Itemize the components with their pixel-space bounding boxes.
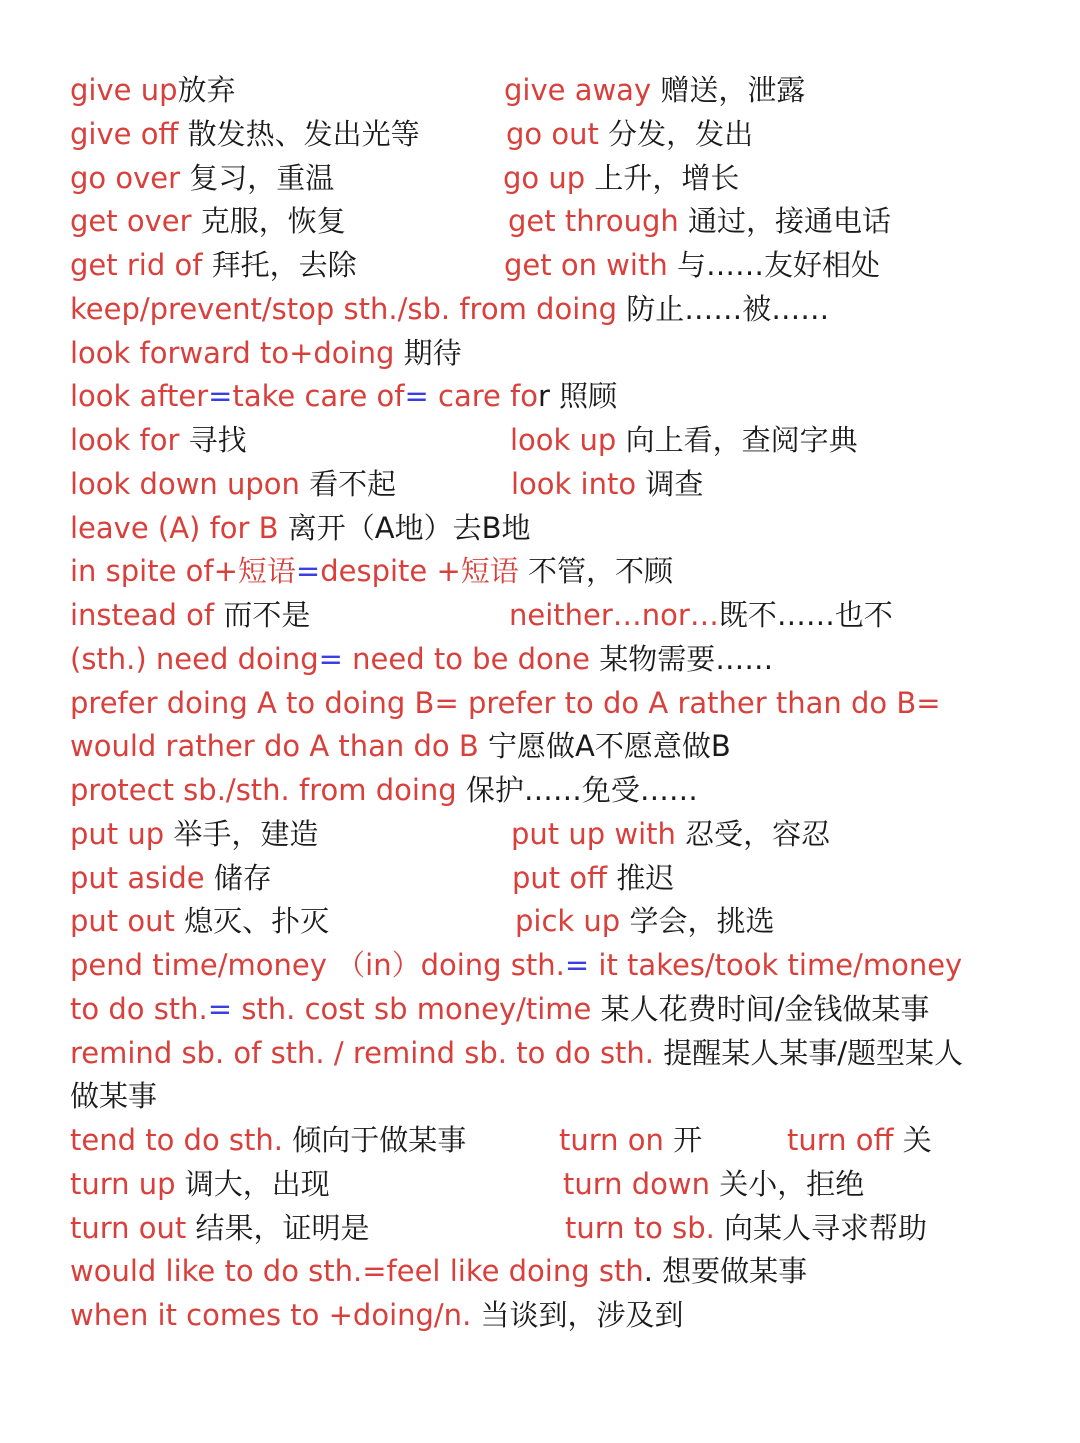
phrase-meaning: 做某事	[70, 1079, 158, 1113]
phrase-text: pend time/money （in）doing sth.	[70, 948, 565, 982]
phrase-text: go over	[70, 161, 190, 195]
phrase-meaning: 倾向于做某事	[292, 1123, 467, 1157]
phrase-text: would rather do A than do B	[70, 729, 488, 763]
phrase-col2	[511, 812, 830, 856]
equals-sign: =	[207, 992, 242, 1026]
phrase-line	[70, 549, 673, 593]
phrase-col2	[511, 462, 703, 506]
phrase-text: protect sb./sth. from doing	[70, 773, 466, 807]
phrase-line	[70, 199, 346, 243]
phrase-meaning: 储存	[213, 861, 272, 895]
phrase-text: pick up	[515, 904, 630, 938]
phrase-text: look down upon	[70, 467, 310, 501]
phrase-line	[70, 243, 357, 287]
phrase-text: instead of	[70, 598, 224, 632]
phrase-text: get rid of	[70, 248, 212, 282]
phrase-text: it takes/took time/money	[598, 948, 963, 982]
phrase-text: sth. cost sb money/time	[241, 992, 601, 1026]
phrase-meaning: 防止……被……	[626, 292, 830, 326]
phrase-text: turn to sb.	[565, 1211, 725, 1245]
phrase-text: go out	[506, 117, 609, 151]
phrase-line	[70, 1206, 370, 1250]
phrase-text: put up	[70, 817, 174, 851]
phrase-text: give off	[70, 117, 188, 151]
phrase-text: give up	[70, 73, 178, 107]
phrase-meaning: 复习，重温	[189, 161, 335, 195]
phrase-line	[70, 1249, 807, 1293]
phrase-meaning: . 想要做某事	[643, 1254, 808, 1288]
phrase-meaning: 赠送，泄露	[660, 73, 806, 107]
phrase-line	[70, 812, 318, 856]
phrase-col2	[508, 199, 891, 243]
phrase-text: look after	[70, 379, 209, 413]
phrase-text: look for	[70, 423, 189, 457]
phrase-meaning: 分发，发出	[608, 117, 754, 151]
phrase-line	[70, 287, 829, 331]
phrase-text: turn up	[70, 1167, 185, 1201]
phrase-col2	[503, 156, 739, 200]
phrase-text: leave (A) for B	[70, 511, 288, 545]
phrase-meaning: 拜托，去除	[211, 248, 357, 282]
phrase-text: neither…nor…	[509, 598, 719, 632]
phrase-line	[70, 1074, 157, 1118]
phrase-line	[70, 68, 236, 112]
phrase-meaning: 向某人寻求帮助	[724, 1211, 928, 1245]
phrase-meaning: 熄灭、扑灭	[184, 904, 330, 938]
phrase-meaning: 忍受，容忍	[685, 817, 831, 851]
phrase-text: give away	[504, 73, 661, 107]
phrase-line	[70, 506, 531, 550]
phrase-meaning: 放弃	[177, 73, 236, 107]
phrase-text: put out	[70, 904, 185, 938]
phrase-text: get over	[70, 204, 201, 238]
phrase-line	[70, 1293, 684, 1337]
phrase-text: turn down	[563, 1167, 720, 1201]
phrase-line	[70, 112, 420, 156]
phrase-meaning: 不管，不顾	[528, 554, 674, 588]
phrase-text: get on with	[504, 248, 677, 282]
phrase-meaning: 与……友好相处	[676, 248, 880, 282]
phrase-meaning: 通过，接通电话	[688, 204, 892, 238]
phrase-text: go up	[503, 161, 595, 195]
equals-sign: =	[208, 379, 233, 413]
phrase-text: remind sb. of sth. / remind sb. to do sth.	[70, 1036, 664, 1070]
phrase-col3	[787, 1118, 932, 1162]
phrase-meaning: 某物需要……	[599, 642, 774, 676]
phrase-meaning: r 照顾	[538, 379, 618, 413]
phrase-text: care fo	[438, 379, 539, 413]
phrase-line	[70, 899, 329, 943]
phrase-text: despite +短语	[320, 554, 529, 588]
phrase-text: in spite of+短语	[70, 554, 296, 588]
phrase-meaning: 学会，挑选	[629, 904, 775, 938]
phrase-line	[70, 593, 310, 637]
phrase-line	[70, 1031, 963, 1075]
equals-sign: =	[564, 948, 599, 982]
phrase-col2	[515, 899, 774, 943]
phrase-meaning: 关小，拒绝	[719, 1167, 865, 1201]
phrase-text: put aside	[70, 861, 214, 895]
phrase-col2	[565, 1206, 927, 1250]
phrase-line	[70, 724, 731, 768]
phrase-meaning: 某人花费时间/金钱做某事	[600, 992, 930, 1026]
phrase-col2	[510, 418, 858, 462]
phrase-line	[70, 768, 698, 812]
equals-sign: =	[404, 379, 438, 413]
phrase-meaning: 关	[902, 1123, 932, 1157]
phrase-meaning: 向上看，查阅字典	[625, 423, 858, 457]
phrase-col2	[509, 593, 893, 637]
phrase-line	[70, 374, 617, 418]
phrase-line	[70, 943, 962, 987]
phrase-text: when it comes to +doing/n.	[70, 1298, 481, 1332]
phrase-col2	[512, 856, 674, 900]
phrase-text: turn out	[70, 1211, 196, 1245]
phrase-line	[70, 1162, 330, 1206]
phrase-col2	[504, 243, 880, 287]
phrase-meaning: 宁愿做A不愿意做B	[487, 729, 731, 763]
phrase-text: tend to do sth.	[70, 1123, 293, 1157]
phrase-line	[70, 156, 334, 200]
phrase-meaning: 看不起	[309, 467, 397, 501]
phrase-text: take care of	[232, 379, 405, 413]
phrase-text: put up with	[511, 817, 686, 851]
phrase-text: (sth.) need doing	[70, 642, 319, 676]
phrase-text: get through	[508, 204, 689, 238]
phrase-meaning: 上升，增长	[594, 161, 740, 195]
phrase-line	[70, 681, 941, 725]
phrase-text: keep/prevent/stop sth./sb. from doing	[70, 292, 627, 326]
phrase-meaning: 期待	[403, 336, 462, 370]
phrase-text: prefer doing A to doing B= prefer to do A rather than do B=	[70, 686, 941, 720]
phrase-text: look into	[511, 467, 646, 501]
equals-sign: =	[318, 642, 353, 676]
phrase-line	[70, 331, 462, 375]
phrase-meaning: 寻找	[188, 423, 247, 457]
phrase-line	[70, 1118, 466, 1162]
phrase-meaning: 结果，证明是	[195, 1211, 370, 1245]
phrase-text: look up	[510, 423, 626, 457]
phrase-meaning: 调大，出现	[184, 1167, 330, 1201]
phrase-text: turn on	[559, 1123, 674, 1157]
phrase-meaning: 推迟	[616, 861, 675, 895]
phrase-meaning: 离开（A地）去B地	[287, 511, 531, 545]
phrase-line	[70, 462, 396, 506]
phrase-meaning: 保护……免受……	[465, 773, 698, 807]
phrase-text: need to be done	[352, 642, 600, 676]
phrase-col2	[563, 1162, 864, 1206]
phrase-col2	[559, 1118, 702, 1162]
phrase-line	[70, 856, 272, 900]
phrase-text: look forward to+doing	[70, 336, 404, 370]
phrase-text: put off	[512, 861, 617, 895]
phrase-meaning: 当谈到，涉及到	[480, 1298, 684, 1332]
phrase-meaning: 举手，建造	[173, 817, 319, 851]
phrase-text: would like to do sth.=feel like doing sth	[70, 1254, 644, 1288]
phrase-meaning: 克服，恢复	[200, 204, 346, 238]
phrase-line	[70, 987, 929, 1031]
phrase-meaning: 调查	[645, 467, 704, 501]
phrase-text: to do sth.	[70, 992, 208, 1026]
phrase-meaning: 而不是	[223, 598, 311, 632]
phrase-line	[70, 418, 247, 462]
phrase-meaning: 散发热、发出光等	[187, 117, 420, 151]
phrase-text: turn off	[787, 1123, 903, 1157]
phrase-col2	[504, 68, 805, 112]
phrase-meaning: 开	[673, 1123, 703, 1157]
phrase-meaning: 既不……也不	[718, 598, 893, 632]
phrase-col2	[506, 112, 753, 156]
phrase-meaning: 提醒某人某事/题型某人	[663, 1036, 964, 1070]
phrase-line	[70, 637, 773, 681]
equals-sign: =	[295, 554, 321, 588]
